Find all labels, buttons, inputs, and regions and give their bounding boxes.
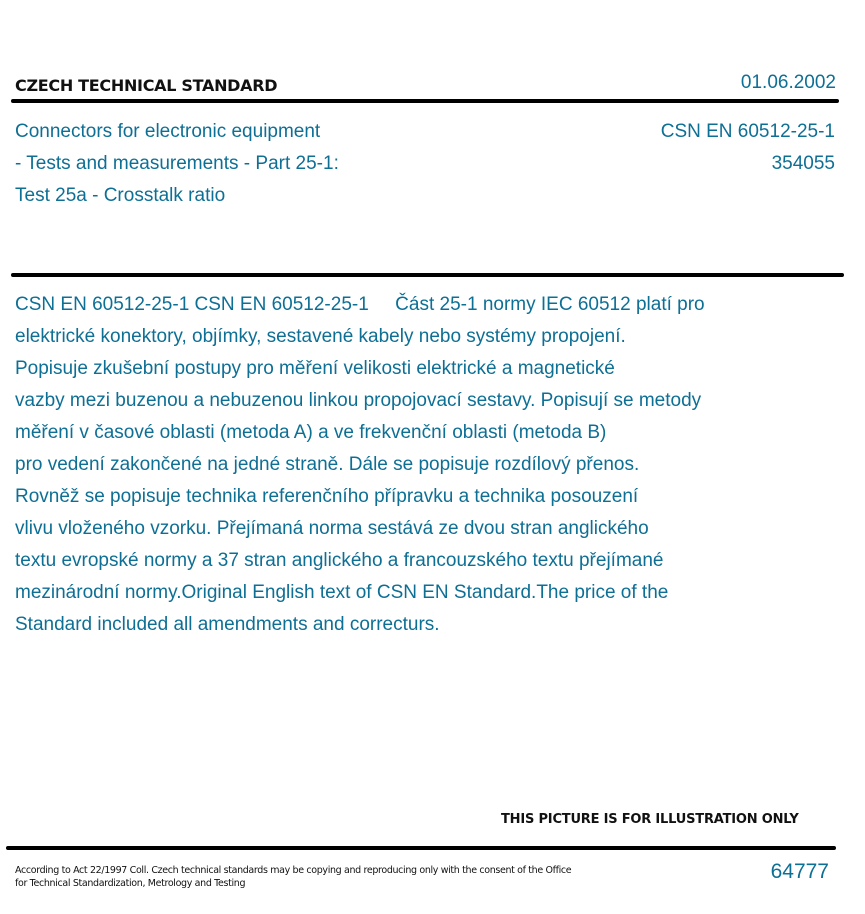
abstract-text bbox=[15, 289, 705, 641]
abstract-line: Standard included all amendments and correcturs. bbox=[15, 614, 440, 635]
standard-number: CSN EN 60512-25-1 bbox=[660, 121, 835, 142]
abstract-line: vlivu vloženého vzorku. Přejímaná norma sestává ze dvou stran anglického bbox=[15, 518, 649, 539]
header-divider bbox=[11, 99, 839, 103]
legal-line: for Technical Standardization, Metrology and Testing bbox=[15, 878, 246, 889]
abstract-line: textu evropské normy a 37 stran anglického a francouzského textu přejímané bbox=[15, 550, 664, 571]
footer-divider bbox=[6, 846, 836, 850]
abstract-line: elektrické konektory, objímky, sestavené kabely nebo systémy propojení. bbox=[15, 326, 626, 347]
legal-line: According to Act 22/1997 Coll. Czech technical standards may be copying and reproducing only with the consent of the Office bbox=[15, 865, 572, 876]
abstract-line: Popisuje zkušební postupy pro měření velikosti elektrické a magnetické bbox=[15, 358, 615, 379]
standard-title bbox=[15, 116, 339, 212]
title-line: Connectors for electronic equipment bbox=[15, 121, 321, 142]
title-line: Test 25a - Crosstalk ratio bbox=[15, 185, 226, 206]
document-type-label: CZECH TECHNICAL STANDARD bbox=[15, 76, 278, 95]
section-divider bbox=[11, 273, 844, 277]
abstract-line: mezinárodní normy.Original English text of CSN EN Standard.The price of the bbox=[15, 582, 669, 603]
publication-date: 01.06.2002 bbox=[740, 72, 836, 93]
abstract-line: vazby mezi buzenou a nebuzenou linkou propojovací sestavy. Popisují se metody bbox=[15, 390, 702, 411]
illustration-disclaimer: THIS PICTURE IS FOR ILLUSTRATION ONLY bbox=[501, 812, 799, 827]
abstract-line: CSN EN 60512-25-1 CSN EN 60512-25-1 Část 25-1 normy IEC 60512 platí pro bbox=[15, 294, 705, 315]
abstract-line: měření v časové oblasti (metoda A) a ve frekvenční oblasti (metoda B) bbox=[15, 422, 607, 443]
title-line: - Tests and measurements - Part 25-1: bbox=[15, 153, 339, 174]
document-number: 64777 bbox=[770, 860, 829, 883]
legal-notice bbox=[15, 864, 571, 890]
abstract-line: Rovněž se popisuje technika referenčního přípravku a technika posouzení bbox=[15, 486, 639, 507]
abstract-line: pro vedení zakončené na jedné straně. Dále se popisuje rozdílový přenos. bbox=[15, 454, 640, 475]
standard-codes bbox=[661, 116, 835, 180]
class-code: 354055 bbox=[771, 153, 835, 174]
